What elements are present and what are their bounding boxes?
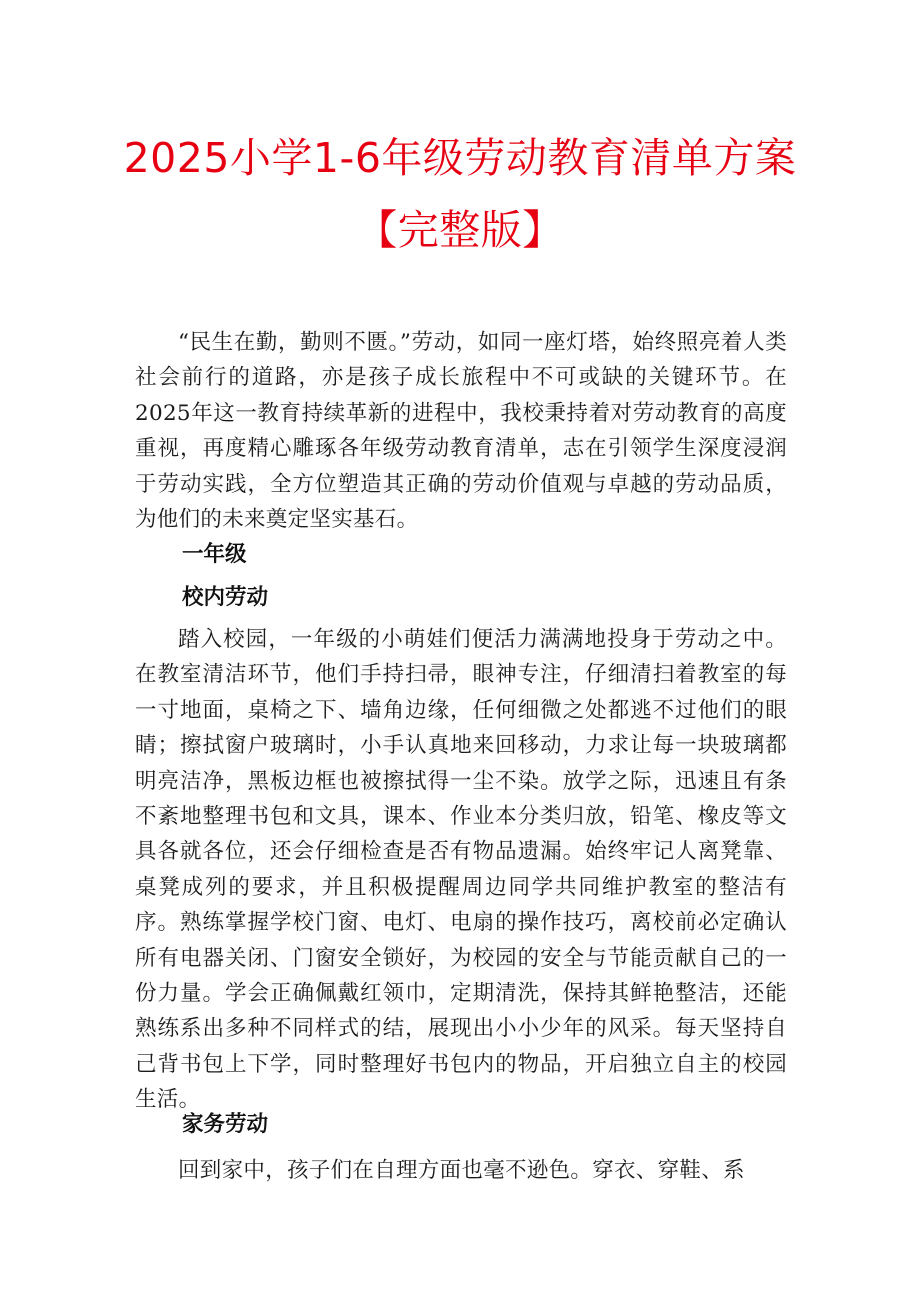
school-labor-paragraph: 踏入校园，一年级的小萌娃们便活力满满地投身于劳动之中。在教室清洁环节，他们手持扫帚，眼神专注，仔细清扫着教室的每一寸地面，桌椅之下、墙角边缘，任何细微之处都逃不过他们的眼睛；擦拭窗户玻璃时，小手认真地来回移动，力求让每一块玻璃都明亮洁净，黑板边框也被擦拭得一尘不染。放学之际，迅速且有条不紊地整理书包和文具，课本、作业本分类归放，铅笔、橡皮等文具各就各位，还会仔细检查是否有物品遗漏。始终牢记人离凳靠、桌凳成列的要求，并且积极提醒周边同学共同维护教室的整洁有序。熟练掌握学校门窗、电灯、电扇的操作技巧，离校前必定确认所有电器关闭、门窗安全锁好，为校园的安全与节能贡献自己的一份力量。学会正确佩戴红领巾，定期清洗，保持其鲜艳整洁，还能熟练系出多种不同样式的结，展现出小小少年的风采。每天坚持自己背书包上下学，同时整理好书包内的物品，开启独立自主的校园生活。 (135, 627, 787, 1113)
document-title: 2025小学1-6年级劳动教育清单方案 (123, 134, 797, 182)
intro-paragraph: “民生在勤，勤则不匮。”劳动，如同一座灯塔，始终照亮着人类社会前行的道路，亦是孩子成长旅程中不可或缺的关键环节。在2025年这一教育持续革新的进程中，我校秉持着对劳动教育的高度重视，再度精心雕琢各年级劳动教育清单，志在引领学生深度浸润于劳动实践，全方位塑造其正确的劳动价值观与卓越的劳动品质，为他们的未来奠定坚实基石。 (135, 330, 787, 533)
subsection-heading-school-labor: 校内劳动 (182, 585, 269, 610)
household-labor-paragraph: 回到家中，孩子们在自理方面也毫不逊色。穿衣、穿鞋、系 (178, 1158, 745, 1183)
section-heading-grade-1: 一年级 (182, 542, 247, 567)
subsection-heading-household-labor: 家务劳动 (182, 1112, 269, 1137)
document-title-suffix: 【完整版】 (356, 206, 564, 254)
